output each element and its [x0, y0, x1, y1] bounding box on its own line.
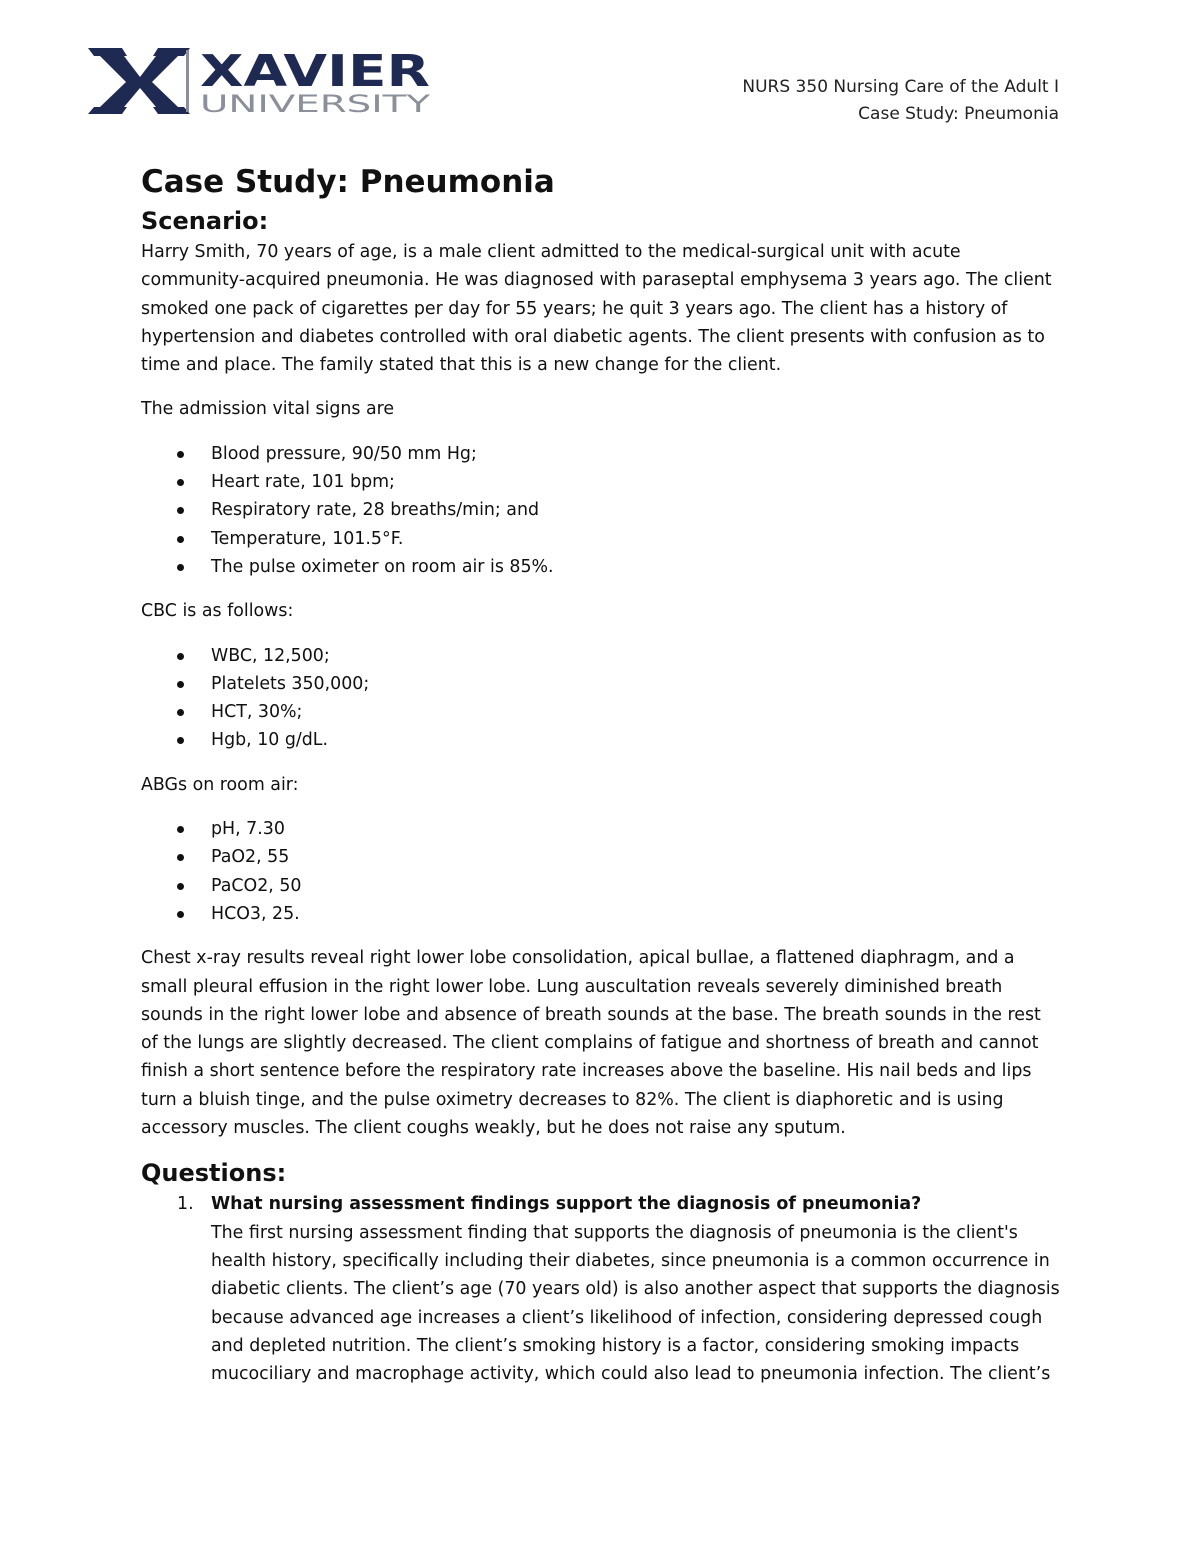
bullet-icon [177, 479, 184, 486]
list-item-text: PaO2, 55 [211, 847, 290, 868]
logo-subname: UNIVERSITY [200, 90, 431, 118]
xray-paragraph: Chest x-ray results reveal right lower lobe consolidation, apical bullae, a flattened diaphragm, and a small pleural effusion in the right lower lobe. Lung auscultation reveals severely diminished breath sounds in the right lower lobe and absence of breath sounds at the base. The breath sounds in the rest of the lungs are slightly decreased. The client complains of fatigue and shortness of breath and cannot finish a short sentence before the respiratory rate increases above the baseline. His nail beds and lips turn a bluish tinge, and the pulse oximetry decreases to 82%. The client is diaphoretic and is using accessory muscles. The client coughs weakly, but he does not raise any sputum. [141, 948, 1041, 1139]
bullet-icon [177, 826, 184, 833]
question-number: 1. [177, 1194, 194, 1215]
list-item-text: The pulse oximeter on room air is 85%. [211, 556, 554, 577]
abg-list [141, 815, 1061, 928]
list-item [141, 815, 1061, 843]
cbc-intro: CBC is as follows: [141, 601, 294, 622]
list-item-text: Temperature, 101.5°F. [211, 528, 404, 549]
list-item-text: Platelets 350,000; [211, 673, 370, 694]
list-item [141, 496, 1061, 524]
list-item [141, 726, 1061, 754]
list-item-text: PaCO2, 50 [211, 875, 302, 896]
page-title: Case Study: Pneumonia [141, 164, 555, 200]
list-item [141, 670, 1061, 698]
bullet-icon [177, 653, 184, 660]
questions-heading: Questions: [141, 1159, 287, 1188]
bullet-icon [177, 737, 184, 744]
list-item-text: Heart rate, 101 bpm; [211, 472, 395, 493]
list-item [141, 900, 1061, 928]
header-subtitle: Case Study: Pneumonia [858, 104, 1059, 124]
xavier-university-logo [86, 44, 446, 118]
course-title: NURS 350 Nursing Care of the Adult I [742, 77, 1059, 97]
questions-list [141, 1190, 1061, 1388]
bullet-icon [177, 451, 184, 458]
scenario-paragraph: Harry Smith, 70 years of age, is a male client admitted to the medical-surgical unit with acute community-acquired pneumonia. He was diagnosed with paraseptal emphysema 3 years ago. The client smoked one pack of cigarettes per day for 55 years; he quit 3 years ago. The client has a history of hypertension and diabetes controlled with oral diabetic agents. The client presents with confusion as to time and place. The family stated that this is a new change for the client. [141, 242, 1052, 376]
list-item-text: HCO3, 25. [211, 903, 300, 924]
list-item-text: Blood pressure, 90/50 mm Hg; [211, 443, 477, 464]
bullet-icon [177, 536, 184, 543]
vitals-list [141, 440, 1061, 581]
list-item [141, 872, 1061, 900]
list-item [141, 642, 1061, 670]
x-mark-icon [88, 48, 190, 114]
bullet-icon [177, 681, 184, 688]
list-item [141, 468, 1061, 496]
list-item-text: HCT, 30%; [211, 702, 303, 723]
list-item [141, 698, 1061, 726]
question-item [141, 1190, 1061, 1388]
bullet-icon [177, 564, 184, 571]
bullet-icon [177, 911, 184, 918]
list-item-text: Respiratory rate, 28 breaths/min; and [211, 500, 540, 521]
list-item-text: Hgb, 10 g/dL. [211, 730, 329, 751]
list-item [141, 440, 1061, 468]
bullet-icon [177, 709, 184, 716]
list-item [141, 553, 1061, 581]
list-item-text: WBC, 12,500; [211, 645, 330, 666]
logo-name: XAVIER [200, 46, 430, 97]
list-item-text: pH, 7.30 [211, 819, 285, 840]
logo-divider [186, 50, 189, 112]
xavier-logo-graphic [86, 44, 446, 118]
vitals-intro: The admission vital signs are [141, 399, 395, 420]
answer-text: The first nursing assessment finding that supports the diagnosis of pneumonia is the client's health history, specifically including their diabetes, since pneumonia is a common occurrence in diabetic clients. The client’s age (70 years old) is also another aspect that supports the diagnosis because advanced age increases a client’s likelihood of infection, considering depressed cough and depleted nutrition. The client’s smoking history is a factor, considering smoking impacts mucociliary and macrophage activity, which could also lead to pneumonia infection. The client’s [211, 1222, 1060, 1385]
bullet-icon [177, 507, 184, 514]
cbc-list [141, 642, 1061, 755]
running-header [742, 74, 1059, 128]
question-text: What nursing assessment findings support the diagnosis of pneumonia? [211, 1194, 922, 1215]
bullet-icon [177, 883, 184, 890]
scenario-heading: Scenario: [141, 207, 269, 235]
abg-intro: ABGs on room air: [141, 774, 299, 795]
list-item [141, 843, 1061, 871]
list-item [141, 525, 1061, 553]
document-body [141, 160, 1061, 1388]
bullet-icon [177, 854, 184, 861]
